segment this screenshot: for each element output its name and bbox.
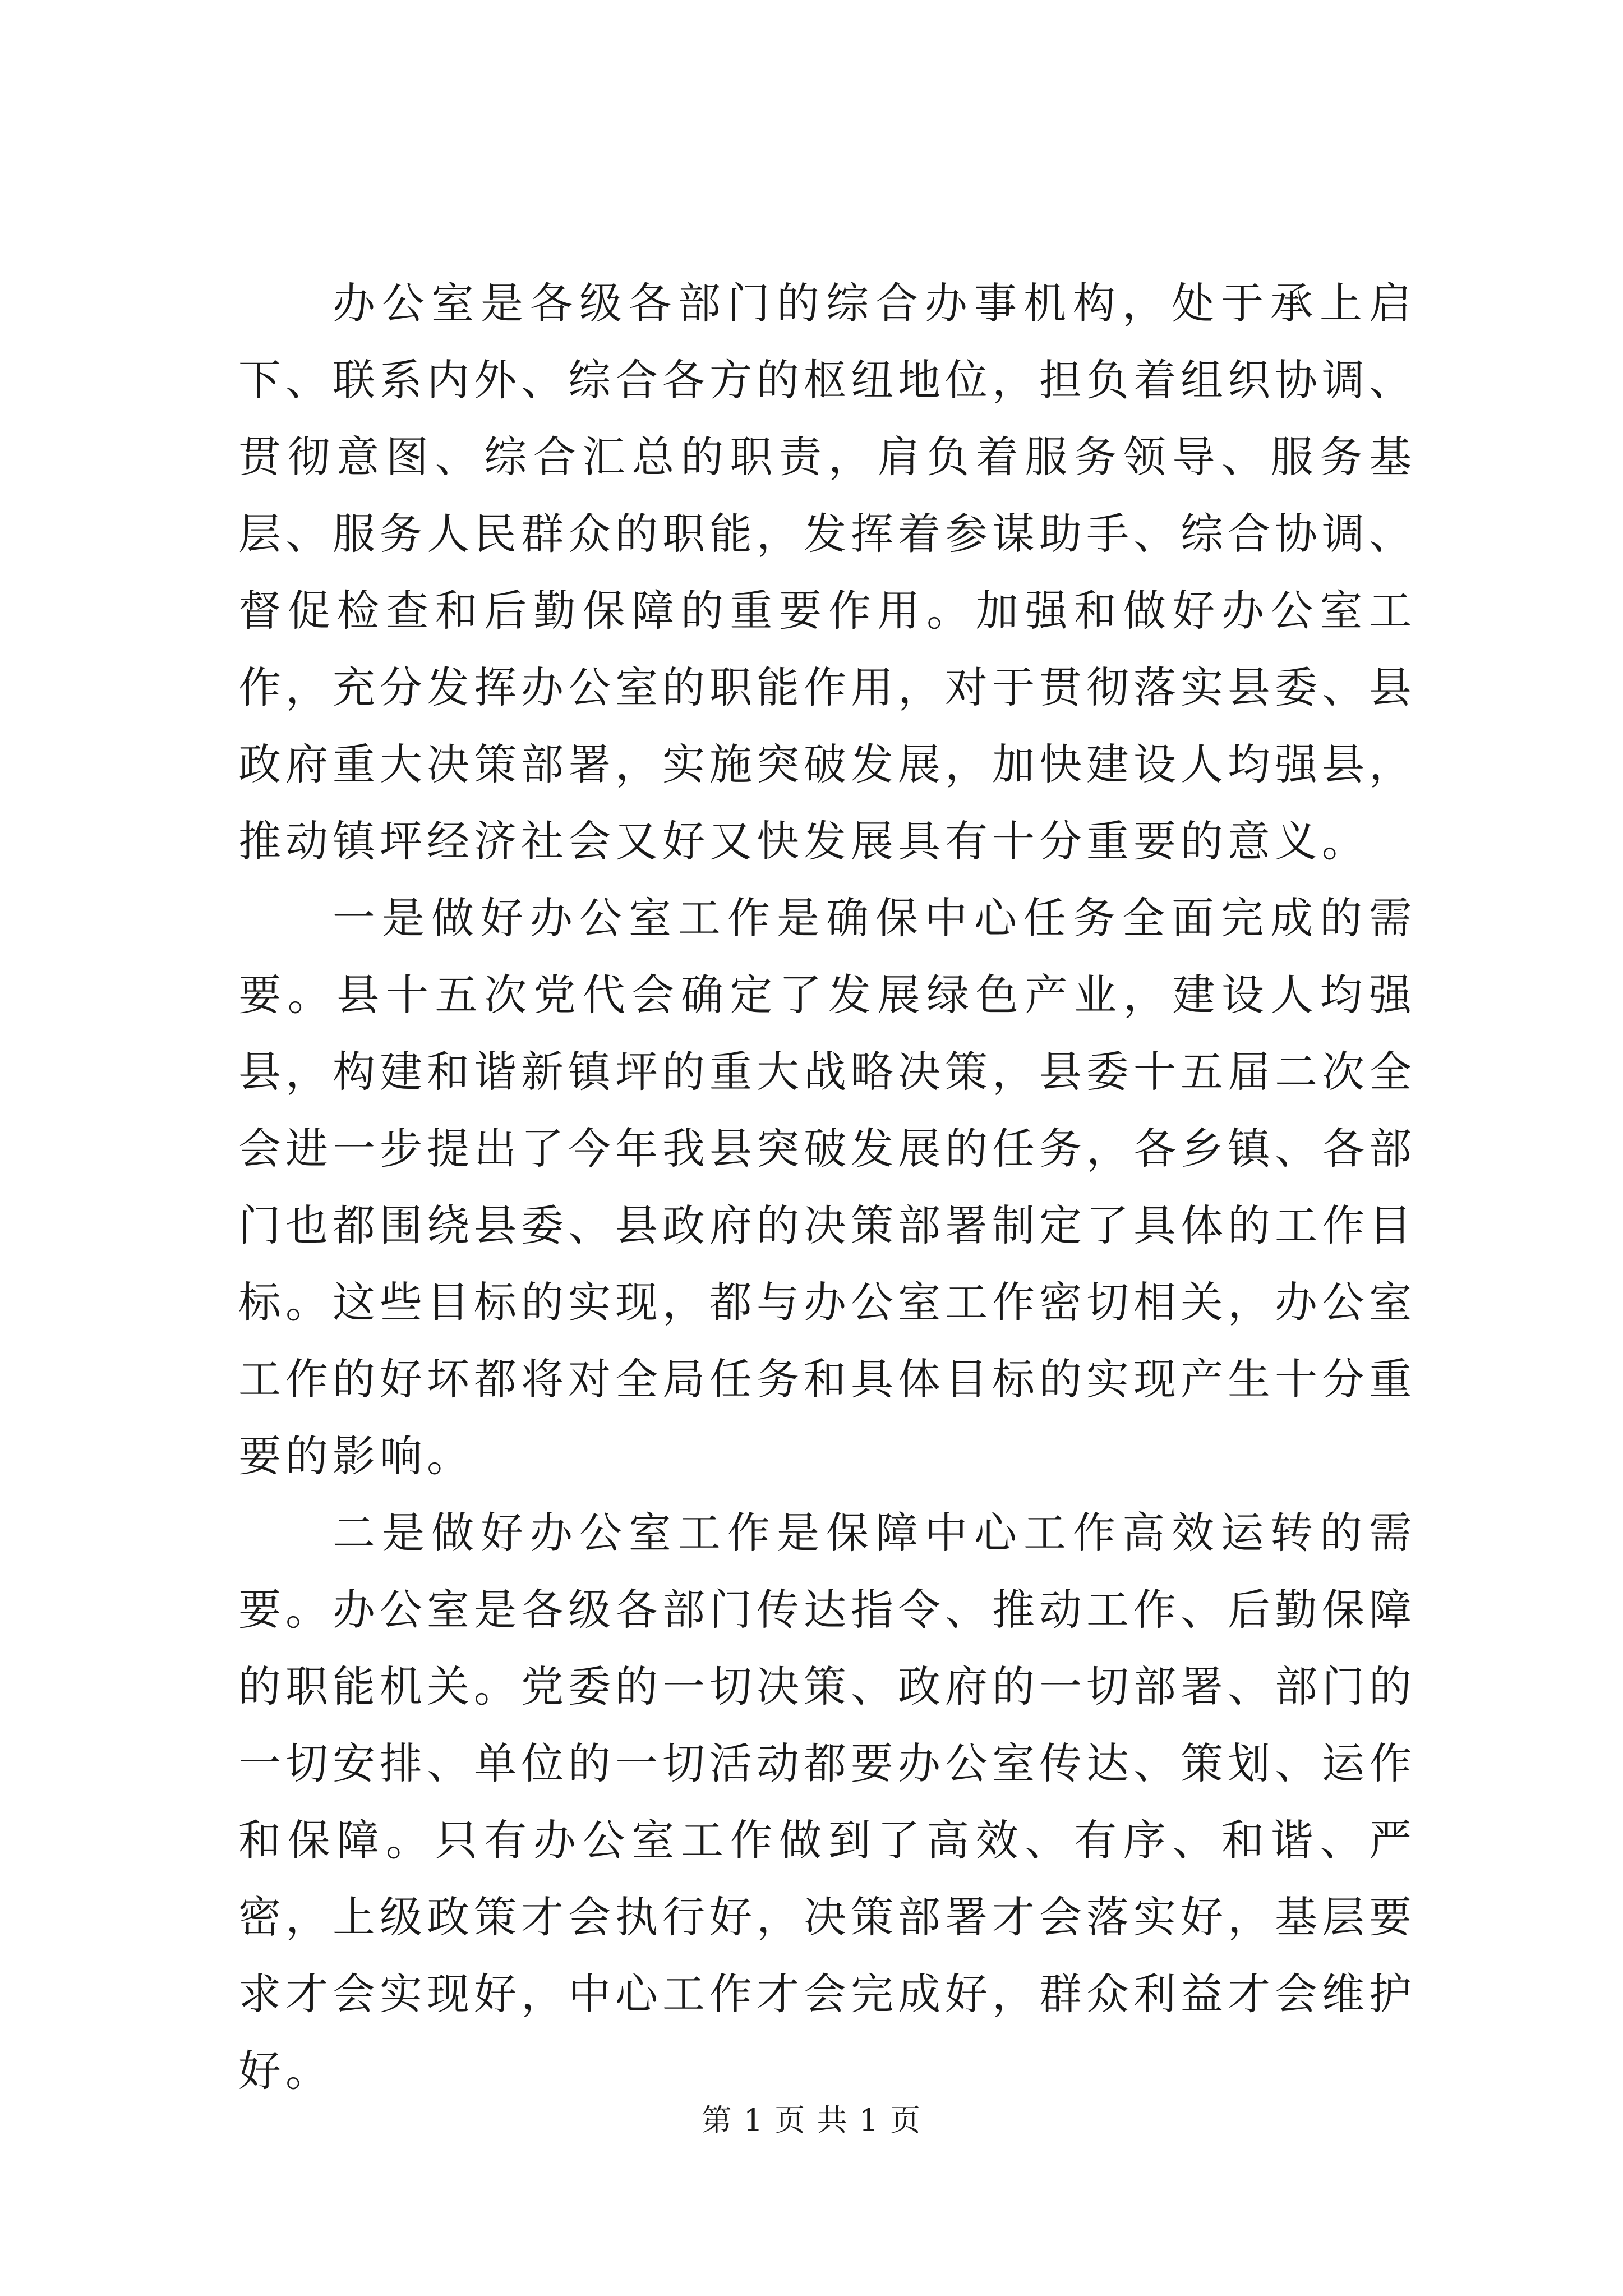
- paragraph-point-two: 二是做好办公室工作是保障中心工作高效运转的需要。办公室是各级各部门传达指令、推动工作、后勤保障的职能机关。党委的一切决策、政府的一切部署、部门的一切安排、单位的一切活动都要办公室传达、策划、运作和保障。只有办公室工作做到了高效、有序、和谐、严密，上级政策才会执行好，决策部署才会落实好，基层要求才会实现好，中心工作才会完成好，群众利益才会维护好。: [238, 1508, 1416, 2096]
- paragraph-intro: 办公室是各级各部门的综合办事机构，处于承上启下、联系内外、综合各方的枢纽地位，担负着组织协调、贯彻意图、综合汇总的职责，肩负着服务领导、服务基层、服务人民群众的职能，发挥着参谋助手、综合协调、督促检查和后勤保障的重要作用。加强和做好办公室工作，充分发挥办公室的职能作用，对于贯彻落实县委、县政府重大决策部署，实施突破发展，加快建设人均强县，推动镇坪经济社会又好又快发展具有十分重要的意义。: [238, 278, 1416, 866]
- document-body: [238, 265, 1416, 2109]
- paragraph-point-one: 一是做好办公室工作是确保中心任务全面完成的需要。县十五次党代会确定了发展绿色产业，建设人均强县，构建和谐新镇坪的重大战略决策，县委十五届二次全会进一步提出了今年我县突破发展的任务，各乡镇、各部门也都围绕县委、县政府的决策部署制定了具体的工作目标。这些目标的实现，都与办公室工作密切相关，办公室工作的好坏都将对全局任务和具体目标的实现产生十分重要的影响。: [238, 893, 1416, 1481]
- page-footer: 第 1 页 共 1 页: [701, 2102, 922, 2138]
